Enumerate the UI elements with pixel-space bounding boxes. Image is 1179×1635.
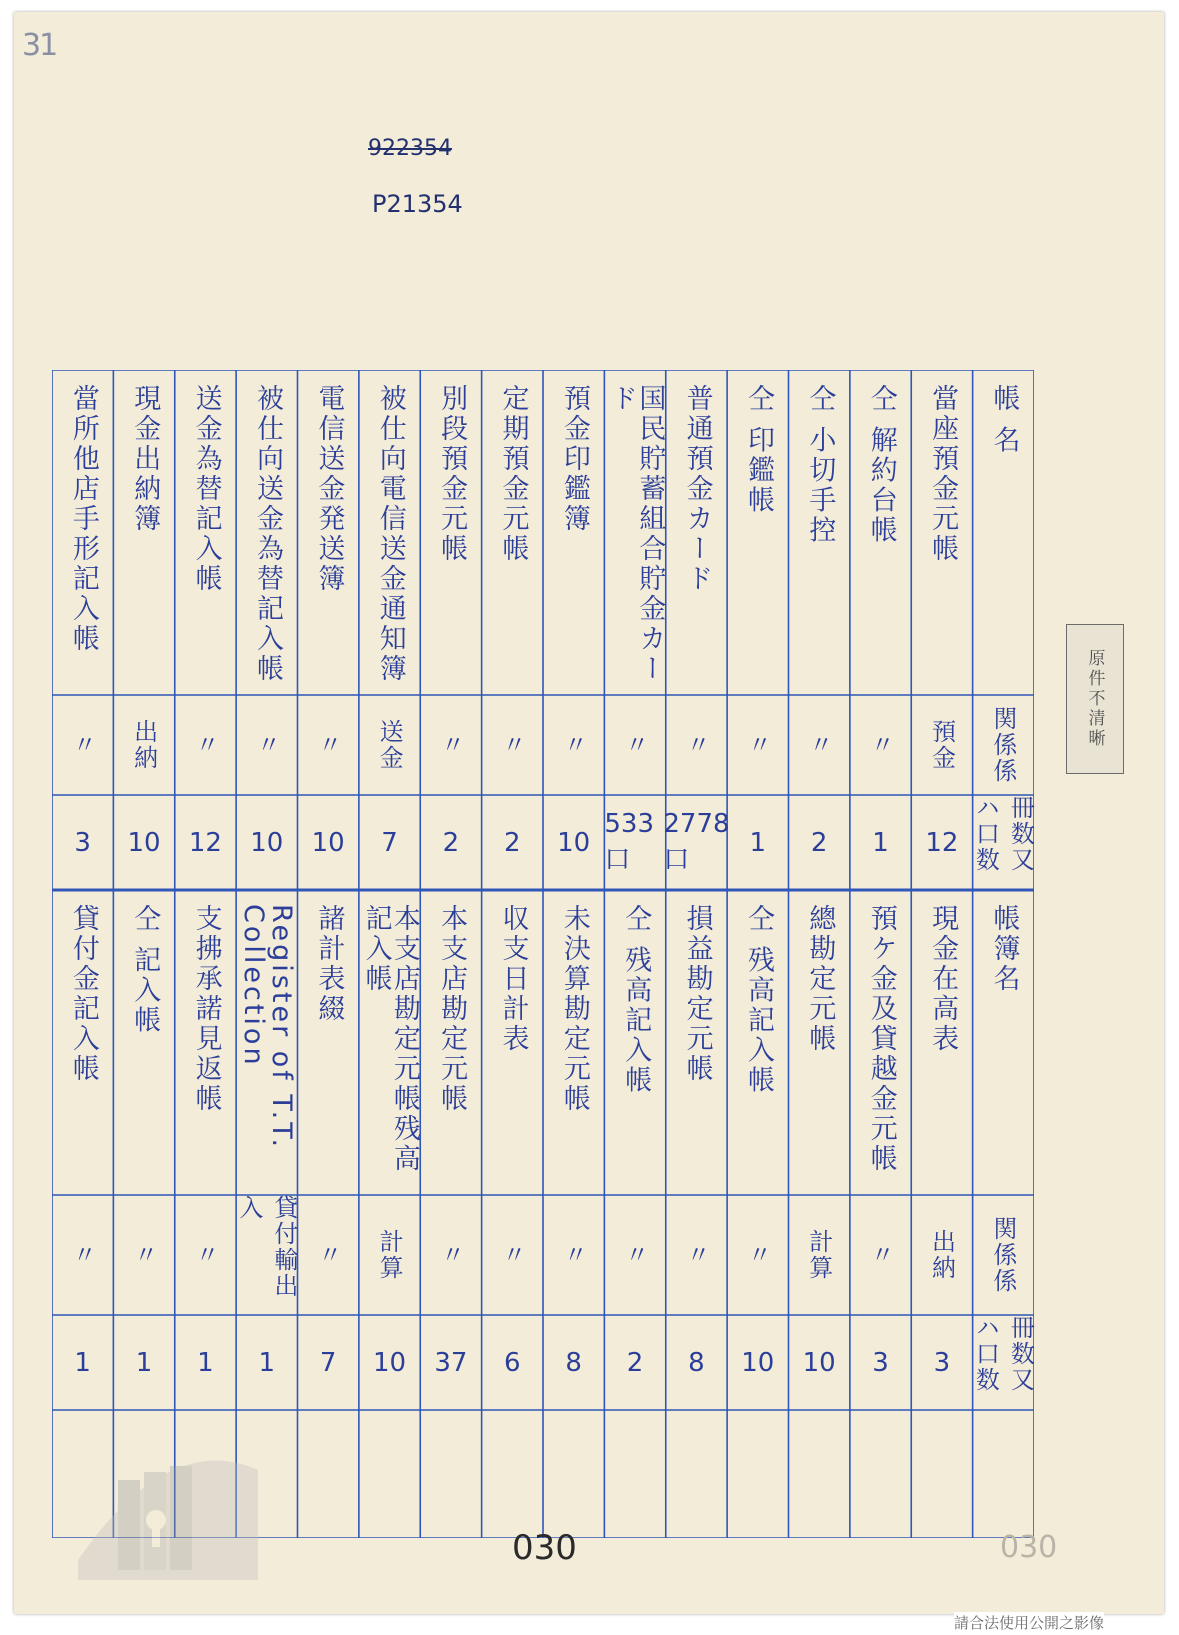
upper_table-row-count: 10: [250, 827, 284, 858]
upper_table-row-count: 7: [381, 827, 398, 858]
upper_table-row-dept: 〃: [497, 732, 526, 758]
lower_table-row-dept: 〃: [681, 1242, 710, 1268]
lower_table-row-count: 10: [802, 1347, 836, 1378]
upper_table-row-count: 1: [872, 827, 889, 858]
upper_table-row-name: 仝 小切手控: [804, 384, 836, 546]
unclear-original-stamp: 原件不清晰: [1066, 624, 1124, 774]
upper_table-row-name: 被仕向送金為替記入帳: [251, 384, 283, 684]
lower_table-row-dept: 〃: [190, 1242, 219, 1268]
lower_table-row-name: 本支店勘定元帳: [436, 904, 468, 1114]
upper_table-row-name: 當所他店手形記入帳: [67, 384, 99, 654]
lower_table-row-count: 1: [197, 1347, 214, 1378]
upper_table-row-count: 2778口: [663, 809, 730, 875]
upper_table-row-name: 預金印鑑簿: [558, 384, 590, 534]
upper_table-row-dept: 〃: [313, 732, 342, 758]
upper_table-row-count: 10: [127, 827, 161, 858]
lower_table-row-name: 仝 残高記入帳: [620, 904, 652, 1096]
upper_table-row-dept: 送金: [375, 719, 404, 771]
upper_table-row-name: 普通預金カード: [681, 384, 713, 594]
lower_table-row-dept: 〃: [559, 1242, 588, 1268]
lower_table-row-count: 8: [688, 1347, 705, 1378]
usage-watermark: 請合法使用公開之影像: [954, 1614, 1105, 1632]
lower_table-row-count: 7: [319, 1347, 337, 1378]
upper_table-row-name: 国民貯蓄組合貯金カード: [606, 384, 666, 684]
lower_table-row-name: 預ケ金及貸越金元帳: [865, 904, 897, 1174]
upper_table-row-dept: 〃: [252, 732, 281, 758]
crossed-out-reference: 922354: [368, 136, 452, 161]
upper_table-row-name: 被仕向電信送金通知簿: [374, 384, 406, 684]
lower_table-row-name: 支拂承諾見返帳: [190, 904, 222, 1114]
upper_table-row-name: 現金出納簿: [129, 384, 161, 534]
upper_table-header-dept: 関係係: [988, 706, 1017, 784]
upper_table-row-name: 仝 解約台帳: [865, 384, 897, 546]
lower_table-row-dept: 計算: [375, 1229, 404, 1281]
upper_table-row-name: 當座預金元帳: [927, 384, 959, 564]
upper_table-row-dept: 〃: [866, 732, 895, 758]
lower_table-row-dept: 〃: [620, 1242, 649, 1268]
upper_table-row-dept: 〃: [804, 732, 833, 758]
page-number-faint: 030: [1000, 1530, 1058, 1565]
upper_table-row-count: 2: [442, 827, 460, 858]
page-number: 030: [512, 1528, 577, 1568]
lower_table-row-count: 1: [74, 1347, 91, 1378]
lower_table-row-dept: 〃: [743, 1242, 772, 1268]
upper_table-row-count: 10: [557, 827, 591, 858]
upper_table-row-count: 12: [925, 827, 959, 858]
upper_table-header-name: 帳 名: [988, 384, 1020, 456]
lower_table-row-count: 6: [504, 1347, 521, 1378]
lower_table-row-name: 本支店勘定元帳残高記入帳: [360, 904, 420, 1174]
lower_table-row-name: Register of T.T. Collection: [237, 904, 298, 1151]
lower_table-row-count: 2: [626, 1347, 644, 1378]
lower_table-row-count: 3: [872, 1347, 889, 1378]
upper_table-row-count: 3: [74, 827, 91, 858]
upper_table-row-dept: 〃: [190, 732, 219, 758]
upper_table-row-name: 仝 印鑑帳: [742, 384, 774, 516]
upper_table-row-dept: 〃: [620, 732, 649, 758]
lower_table-row-name: 諸計表綴: [313, 904, 345, 1024]
lower_table-row-name: 總勘定元帳: [804, 904, 836, 1054]
upper_table-row-name: 電信送金発送簿: [313, 384, 345, 594]
upper_table-row-count: 12: [188, 827, 222, 858]
lower_table-row-name: 現金在高表: [927, 904, 959, 1054]
archive-logo-icon: [58, 1410, 278, 1610]
upper_table-row-count: 10: [311, 827, 345, 858]
upper_table-row-name: 送金為替記入帳: [190, 384, 222, 594]
lower_table-row-dept: 〃: [313, 1242, 342, 1268]
lower_table-header-count: 冊数又ハ口数: [971, 1315, 1035, 1393]
upper_table-row-dept: 〃: [559, 732, 588, 758]
lower_table-row-dept: 出納: [927, 1229, 956, 1281]
upper_table-header-count: 冊数又ハ口数: [971, 795, 1035, 873]
upper_table-row-dept: 預金: [927, 719, 956, 771]
upper_table-row-name: 定期預金元帳: [497, 384, 529, 564]
upper_table-row-count: 2: [810, 827, 828, 858]
lower_table-row-count: 1: [135, 1347, 153, 1378]
lower_table-row-count: 10: [373, 1347, 407, 1378]
lower_table-header-name: 帳簿名: [988, 904, 1020, 994]
lower_table-row-dept: 〃: [436, 1242, 465, 1268]
lower_table-row-dept: 〃: [866, 1242, 895, 1268]
lower_table-row-dept: 貸付輸出入: [234, 1195, 298, 1299]
lower_table-row-name: 収支日計表: [497, 904, 529, 1054]
lower_table-row-dept: 〃: [129, 1242, 158, 1268]
upper_table-row-dept: 〃: [681, 732, 710, 758]
upper_table-row-dept: 〃: [68, 732, 97, 758]
upper_table-row-name: 別段預金元帳: [436, 384, 468, 564]
reference-number: P21354: [372, 190, 463, 218]
lower_table-row-count: 1: [258, 1347, 276, 1378]
upper_table-row-dept: 出納: [129, 719, 158, 771]
lower_table-row-dept: 〃: [68, 1242, 97, 1268]
lower_table-row-name: 未決算勘定元帳: [558, 904, 590, 1114]
upper_table-row-count: 1: [749, 827, 767, 858]
lower_table-row-count: 10: [741, 1347, 775, 1378]
corner-number: 31: [22, 28, 57, 63]
upper_table-row-count: 533口: [604, 809, 655, 875]
lower_table-row-dept: 計算: [804, 1229, 833, 1281]
lower_table-row-name: 仝 残高記入帳: [742, 904, 774, 1096]
lower_table-row-name: 貸付金記入帳: [67, 904, 99, 1084]
upper_table-row-dept: 〃: [743, 732, 772, 758]
lower_table-row-name: 損益勘定元帳: [681, 904, 713, 1084]
lower_table-row-name: 仝 記入帳: [129, 904, 161, 1036]
lower_table-row-count: 8: [565, 1347, 582, 1378]
lower_table-row-dept: 〃: [497, 1242, 526, 1268]
lower_table-header-dept: 関係係: [988, 1216, 1017, 1294]
lower_table-row-count: 37: [434, 1347, 468, 1378]
lower_table-row-count: 3: [933, 1347, 951, 1378]
upper_table-row-count: 2: [504, 827, 521, 858]
upper_table-row-dept: 〃: [436, 732, 465, 758]
ledger-table: [52, 370, 1034, 1538]
